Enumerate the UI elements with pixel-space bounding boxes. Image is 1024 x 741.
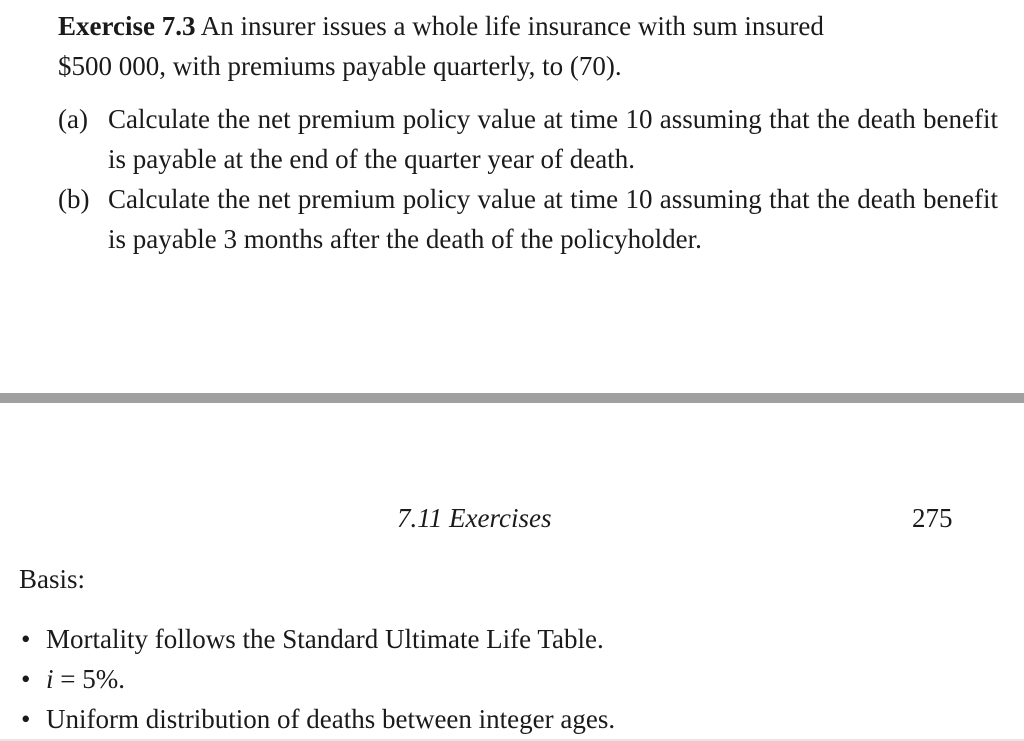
page-number: 275 [912,503,953,533]
bullet-icon: • [21,704,31,734]
page-divider [0,393,1024,403]
part-label-b: (b) [58,184,90,214]
part-text-b: Calculate the net premium policy value at time 10 assuming that the death benefit is payable 3 months after the death of the policyholder. [108,184,998,254]
bullet-icon: • [21,624,31,654]
basis-item-udd [19,699,615,739]
running-head: 7.11 Exercises [397,503,552,533]
interest-variable: i [46,664,54,694]
exercise-text-line-1: An insurer issues a whole life insurance with sum insured [200,11,824,41]
exercise-statement [58,6,998,86]
basis-label: Basis: [19,564,86,594]
part-label-a: (a) [58,104,88,134]
basis-item-text: = 5%. [53,664,125,694]
exercise-part-b [58,179,998,259]
basis-item-text: Mortality follows the Standard Ultimate Life Table. [46,624,604,654]
exercise-parts [58,99,998,259]
basis-item-mortality [19,619,615,659]
exercise-text-line-2: $500 000, with premiums payable quarterly, to (70). [58,51,622,81]
bullet-icon: • [21,664,31,694]
page-bottom-section [0,403,1024,741]
basis-item-text: Uniform distribution of deaths between integer ages. [46,704,616,734]
exercise-heading: Exercise 7.3 [58,11,196,41]
basis-item-interest [19,659,615,699]
basis-list [19,619,615,739]
part-text-a: Calculate the net premium policy value at time 10 assuming that the death benefit is payable at the end of the quarter year of death. [108,104,998,174]
exercise-part-a [58,99,998,179]
